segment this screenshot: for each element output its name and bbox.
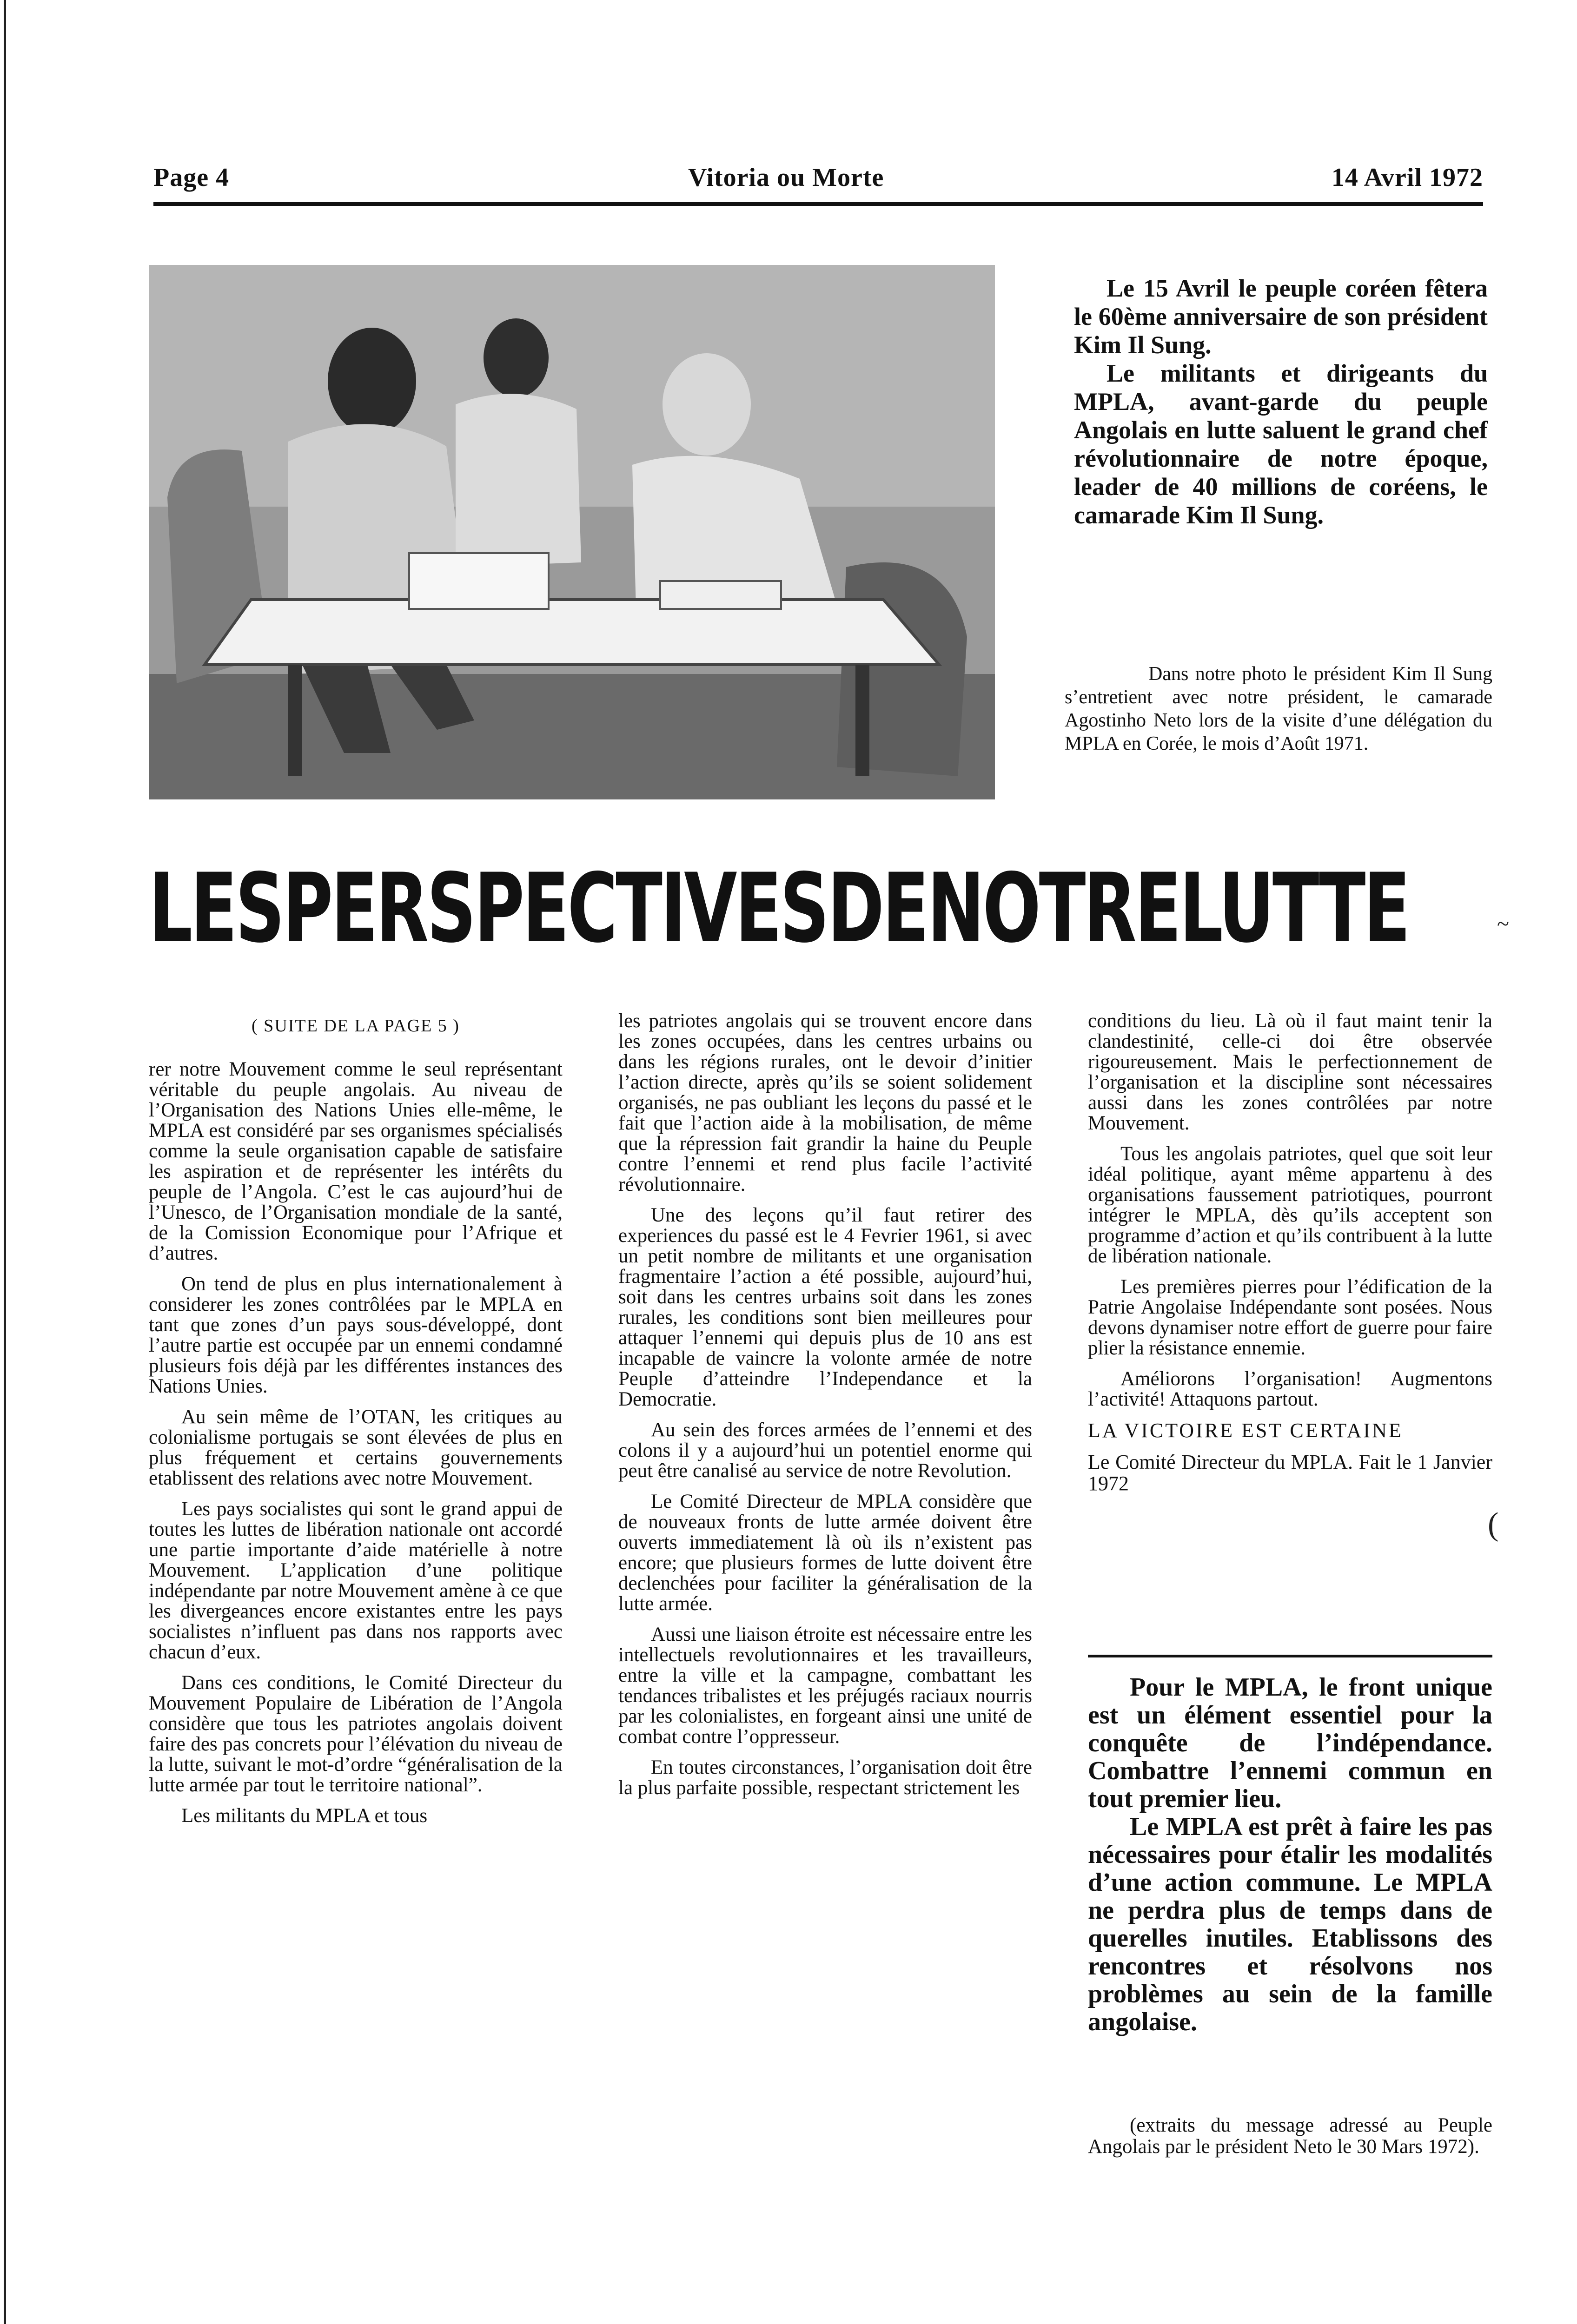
issue-date: 14 Avril 1972 <box>1331 163 1483 192</box>
headline-word: DE <box>827 853 928 964</box>
mpla-front-unique-statement <box>1088 1673 1492 2036</box>
article-paragraph: les patriotes angolais qui se trouvent encore dans les zones occupées, dans les centres urbains ou dans les régions rurales, ont le devoir d’initier l’action directe, après qu’ils se soient solidement organisés, ne pas oubliant les leçons du passé et le fait que l’action aide à la mobilisation, de même que la répression fait grandir la haine du Peuple contre l’ennemi et rend plus facile l’activité révolutionnaire. <box>618 1010 1032 1195</box>
page-number: Page 4 <box>153 163 230 192</box>
article-signature: Le Comité Directeur du MPLA. Fait le 1 Janvier 1972 <box>1088 1451 1492 1495</box>
article-paragraph: On tend de plus en plus internationalement à considerer les zones contrôlées par le MPLA en tant que zones d’un pays sous-développé, dont l’autre partie est occupée par un ennemi condamné plusieurs fois déjà par les différentes instances des Nations Unies. <box>149 1273 563 1397</box>
article-column-1 <box>149 1011 563 1826</box>
article-paragraph: Au sein même de l’OTAN, les critiques au colonialisme portugais se sont élevées de plus en plus fréquement et certains gouvernements etablissent des relations avec notre Mouvement. <box>149 1406 563 1489</box>
publication-title: Vitoria ou Morte <box>688 163 884 192</box>
article-paragraph: Aussi une liaison étroite est nécessaire entre les intellectuels revolutionnaires et les travailleurs, entre la ville et la campagne, combattant les tendances tribalistes et les préjugés raciaux nourris par les colonialistes, en forgeant ainsi une unité de combat contre l’oppresseur. <box>618 1624 1032 1748</box>
article-paragraph: En toutes circonstances, l’organisation doit être la plus parfaite possible, respectant strictement les <box>618 1756 1032 1799</box>
headline-word: LES <box>149 853 283 964</box>
scan-artifact-mark: ~ <box>1497 911 1509 936</box>
headline-word: LUTTE <box>1179 853 1409 964</box>
statement-source-text: (extraits du message adressé au Peuple Angolais par le président Neto le 30 Mars 1972). <box>1088 2114 1492 2158</box>
article-paragraph: Dans ces conditions, le Comité Directeur du Mouvement Populaire de Libération de l’Angola considère que tous les patriotes angolais doivent faire des pas concrets pour l’élévation du niveau de la lutte, suivant le mot-d’ordre “généralisation de la lutte armée par tout le territoire national”. <box>149 1672 563 1796</box>
notice-paragraph: Le militants et dirigeants du MPLA, avant-garde du peuple Angolais en lutte saluent le grand chef révolutionnaire de notre époque, leader de 40 millions de coréens, le camarade Kim Il Sung. <box>1074 359 1488 529</box>
kim-il-sung-anniversary-notice <box>1074 274 1488 529</box>
article-paragraph: Une des leçons qu’il faut retirer des experiences du passé est le 4 Fevrier 1961, si avec un petit nombre de militants et une organisation fragmentaire l’action a été possible, aujourd’hui, soit dans les centres urbains soit dans les zones rurales, les conditions sont bien meilleures pour attaquer l’ennemi qui depuis plus de 10 ans est incapable de vaincre la volonte armée de notre Peuple d’atteindre l’Independance et la Democratie. <box>618 1204 1032 1410</box>
article-paragraph: Les militants du MPLA et tous <box>181 1805 428 1827</box>
article-paragraph: Au sein des forces armées de l’ennemi et des colons il y a aujourd’hui un potentiel enorme qui peut être canalisé au service de notre Revolution. <box>618 1419 1032 1482</box>
article-paragraph: Tous les angolais patriotes, quel que soit leur idéal politique, ayant même appartenu à des organisations faussement patriotiques, pourront intégrer le MPLA, dès qu’ils acceptent son programme d’action et qu’ils contribuent à la lutte de libération nationale. <box>1088 1143 1492 1267</box>
column-divider <box>1088 1655 1492 1657</box>
scan-artifact-mark: ( <box>1488 1506 1499 1542</box>
headline-word: NOTRE <box>927 853 1179 964</box>
photo-caption <box>1065 662 1492 755</box>
photo-caption-text: Dans notre photo le président Kim Il Sung s’entretient avec notre président, le camarade Agostinho Neto lors de la visite d’une délégation du MPLA en Corée, le mois d’Août 1971. <box>1065 663 1492 754</box>
statement-paragraph: Le MPLA est prêt à faire les pas nécessaires pour étalir les modalités d’une action commune. Le MPLA ne perdra plus de temps dans de querelles inutiles. Etablissons des rencontres et résolvons nos problèmes au sein de la famille angolaise. <box>1088 1812 1492 2036</box>
article-paragraph: Améliorons l’organisation! Augmentons l’activité! Attaquons partout. <box>1088 1368 1492 1410</box>
article-paragraph: Les premières pierres pour l’édification de la Patrie Angolaise Indépendante sont posées. Nous devons dynamiser notre effort de guerre pour faire plier la résistance ennemie. <box>1088 1276 1492 1359</box>
statement-paragraph: Pour le MPLA, le front unique est un élément essentiel pour la conquête de l’indépendance. Combattre l’ennemi commun en tout premier lieu. <box>1088 1673 1492 1813</box>
article-headline <box>149 853 1409 964</box>
article-paragraph: conditions du lieu. Là où il faut maint tenir la clandestinité, celle-ci doi être observée rigoureusement. Mais le perfectionnement de l’organisation et la discipline sont nécessaires aussi dans les zones contrôlées par notre Mouvement. <box>1088 1010 1492 1134</box>
victory-slogan: LA VICTOIRE EST CERTAINE <box>1088 1419 1403 1442</box>
article-column-2 <box>618 1011 1032 1798</box>
header-divider <box>153 202 1483 206</box>
meeting-photo <box>149 265 995 799</box>
notice-paragraph: Le 15 Avril le peuple coréen fêtera le 60ème anniversaire de son président Kim Il Sung. <box>1074 274 1488 359</box>
article-paragraph: Le Comité Directeur de MPLA considère que de nouveaux fronts de lutte armée doivent être ouverts immediatement là où ils n’existent pas encore; que plusieurs formes de lutte doivent être declenchées pour faciliter la généralisation de la lutte armée. <box>618 1491 1032 1615</box>
statement-source-note <box>1088 2115 1492 2158</box>
article-column-3 <box>1088 1011 1492 1494</box>
page-header <box>153 163 1483 200</box>
page-edge-line <box>4 0 6 2324</box>
article-paragraph: rer notre Mouvement comme le seul représentant véritable du peuple angolais. Au niveau de l’Organisation des Nations Unies elle-même, le MPLA est considéré par ses organismes spécialisés comme la seule organisation capable de satisfaire les aspiration et de représenter les intérêts du peuple de l’Angola. C’est le cas aujourd’hui de l’Unesco, de l’Organisation mondiale de la santé, de la Comission Economique pour l’Afrique et d’autres. <box>149 1058 563 1264</box>
meeting-photo-illustration <box>149 265 995 799</box>
headline-word: PERSPECTIVES <box>283 853 828 964</box>
article-paragraph: Les pays socialistes qui sont le grand appui de toutes les luttes de libération nationale ont accordé une partie importante d’aide matérielle à notre Mouvement. L’application d’une politique indépendante par notre Mouvement amène à ce que les divergeances encore existantes entre les pays socialistes n’influent pas dans nos rapports avec chacun d’eux. <box>149 1498 563 1663</box>
continuation-note: ( SUITE DE LA PAGE 5 ) <box>252 1016 460 1036</box>
